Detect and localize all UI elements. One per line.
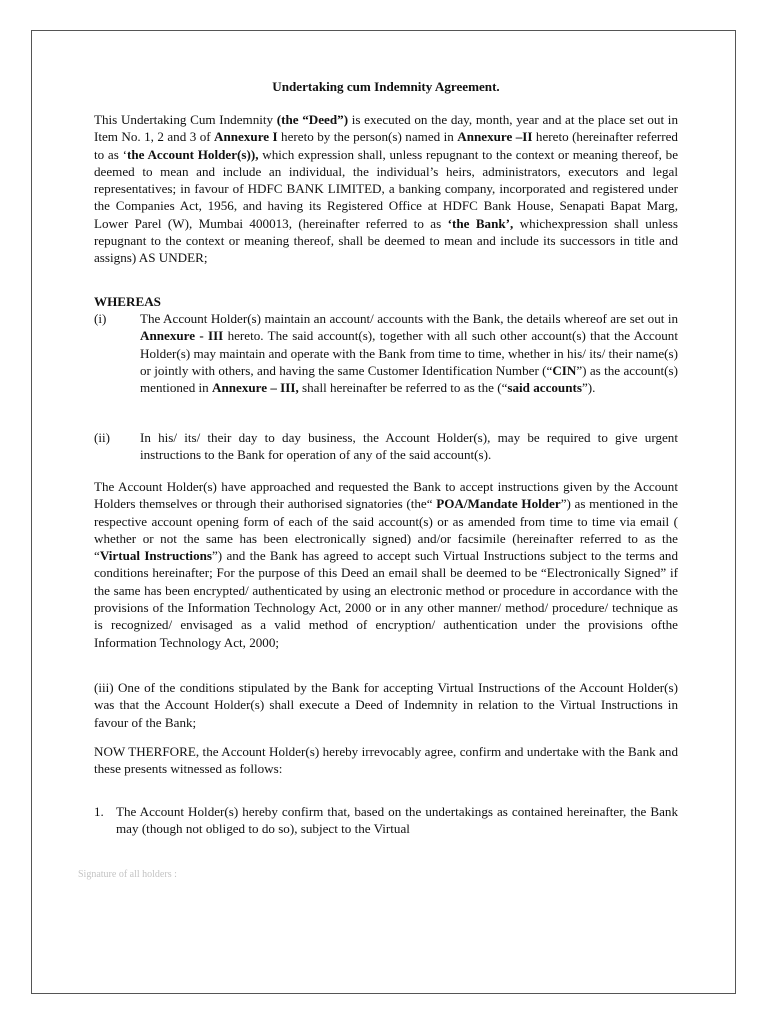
clause-text: The Account Holder(s) hereby confirm that, based on the undertakings as contained hereinafter, the Bank may (though not obliged to do so), subject to the Virtual (116, 804, 678, 837)
text-run: ”) as mentioned in the respective account opening form of each of the said account(s) or as amended from time to time via email ( whether or not the same has been electronically signed) and/or facsimile (hereinafter referred to as the “ (94, 496, 678, 564)
virtual-instructions-paragraph (94, 478, 678, 651)
text-run: which expression shall, unless repugnant to the context or meaning thereof, be deemed to mean and include an individual, the individual’s heirs, administrators, executors and legal representatives; in favour of HDFC BANK LIMITED, a banking company, incorporated and registered under the Companies Act, 1956, and having its Registered Office at HDFC Bank House, Senapati Bapat Marg, Lower Parel (W), Mumbai 400013, (hereinafter referred to as (94, 146, 679, 231)
bold-run: POA/Mandate Holder (436, 496, 561, 512)
text-run: This Undertaking Cum Indemnity (94, 112, 277, 127)
bold-run: Annexure I (214, 129, 278, 145)
recital-number: (ii) (94, 430, 110, 445)
recital-text: In his/ its/ their day to day business, the Account Holder(s), may be required to give urgent instructions to the Bank for operation of any of the said account(s). (140, 430, 678, 463)
bold-run: said accounts (507, 380, 582, 396)
text-run: whichexpression shall unless repugnant to the context or meaning thereof, shall be deemed to mean and include its successors in title and assigns) AS UNDER; (94, 215, 678, 266)
bold-run: (the “Deed”) (276, 112, 349, 127)
text-run: hereto. The said account(s), together with all such other account(s) that the Account Holder(s) may maintain and operate with the Bank from time to time, whether in his/ its/ their name(s) or jointly with others, and having the same Customer Identification Number (“ (140, 328, 678, 378)
text-run: The Account Holder(s) have approached and requested the Bank to accept instructions given by the Account Holders themselves or through their authorised signatories (the“ (94, 479, 678, 512)
bold-run: Virtual Instructions (99, 548, 212, 564)
document-title: Undertaking cum Indemnity Agreement. (272, 79, 500, 94)
bold-run: the Account Holder(s)), (126, 146, 259, 162)
text-run: ”). (581, 380, 596, 396)
bold-run: CIN (552, 362, 577, 378)
text-run: The Account Holder(s) maintain an account/ accounts with the Bank, the details whereof are set out in (140, 311, 678, 326)
text-run: ”) and the Bank has agreed to accept such Virtual Instructions subject to the terms and conditions hereinafter; For the purpose of this Deed an email shall be deemed to be “Electronically Signed” if the same has been encrypted/ authenticated by using an electronic method or procedure in accordance with the provisions of the Information Technology Act, 2000 or in any other manner/ method/ procedure/ technique as is recognized/ envisaged as a valid method of encryption/ authentication under the provisions ofthe Information Technology Act, 2000; (94, 548, 678, 650)
text-run: ”) as the account(s) mentioned in (140, 362, 678, 396)
intro-paragraph (94, 111, 678, 267)
bold-run: Annexure - III (140, 328, 224, 344)
recital-text (140, 310, 678, 396)
document-page (31, 30, 736, 994)
whereas-heading: WHEREAS (94, 294, 161, 309)
bold-run: ‘the Bank’, (447, 215, 514, 231)
recital-number: (i) (94, 311, 107, 326)
clause-number: 1. (94, 804, 104, 819)
text-run: is executed on the day, month, year and at the place set out in Item No. 1, 2 and 3 of (94, 112, 678, 145)
bold-run: Annexure –II (457, 129, 533, 145)
bold-run: Annexure – III, (212, 380, 299, 396)
text-run: shall hereinafter be referred to as the (“ (298, 380, 508, 396)
signature-label: Signature of all holders : (78, 869, 177, 880)
text-run: hereto (hereinafter referred to as ‘ (94, 129, 678, 162)
now-therefore-paragraph: NOW THERFORE, the Account Holder(s) hereby irrevocably agree, confirm and undertake with the Bank and these presents witnessed as follows: (94, 744, 678, 777)
text-run: hereto by the person(s) named in (277, 129, 458, 145)
conditions-paragraph: (iii) One of the conditions stipulated by the Bank for accepting Virtual Instructions of the Account Holder(s) was that the Account Holder(s) shall execute a Deed of Indemnity in relation to the Virtual Instructions in favour of the Bank; (94, 680, 678, 730)
